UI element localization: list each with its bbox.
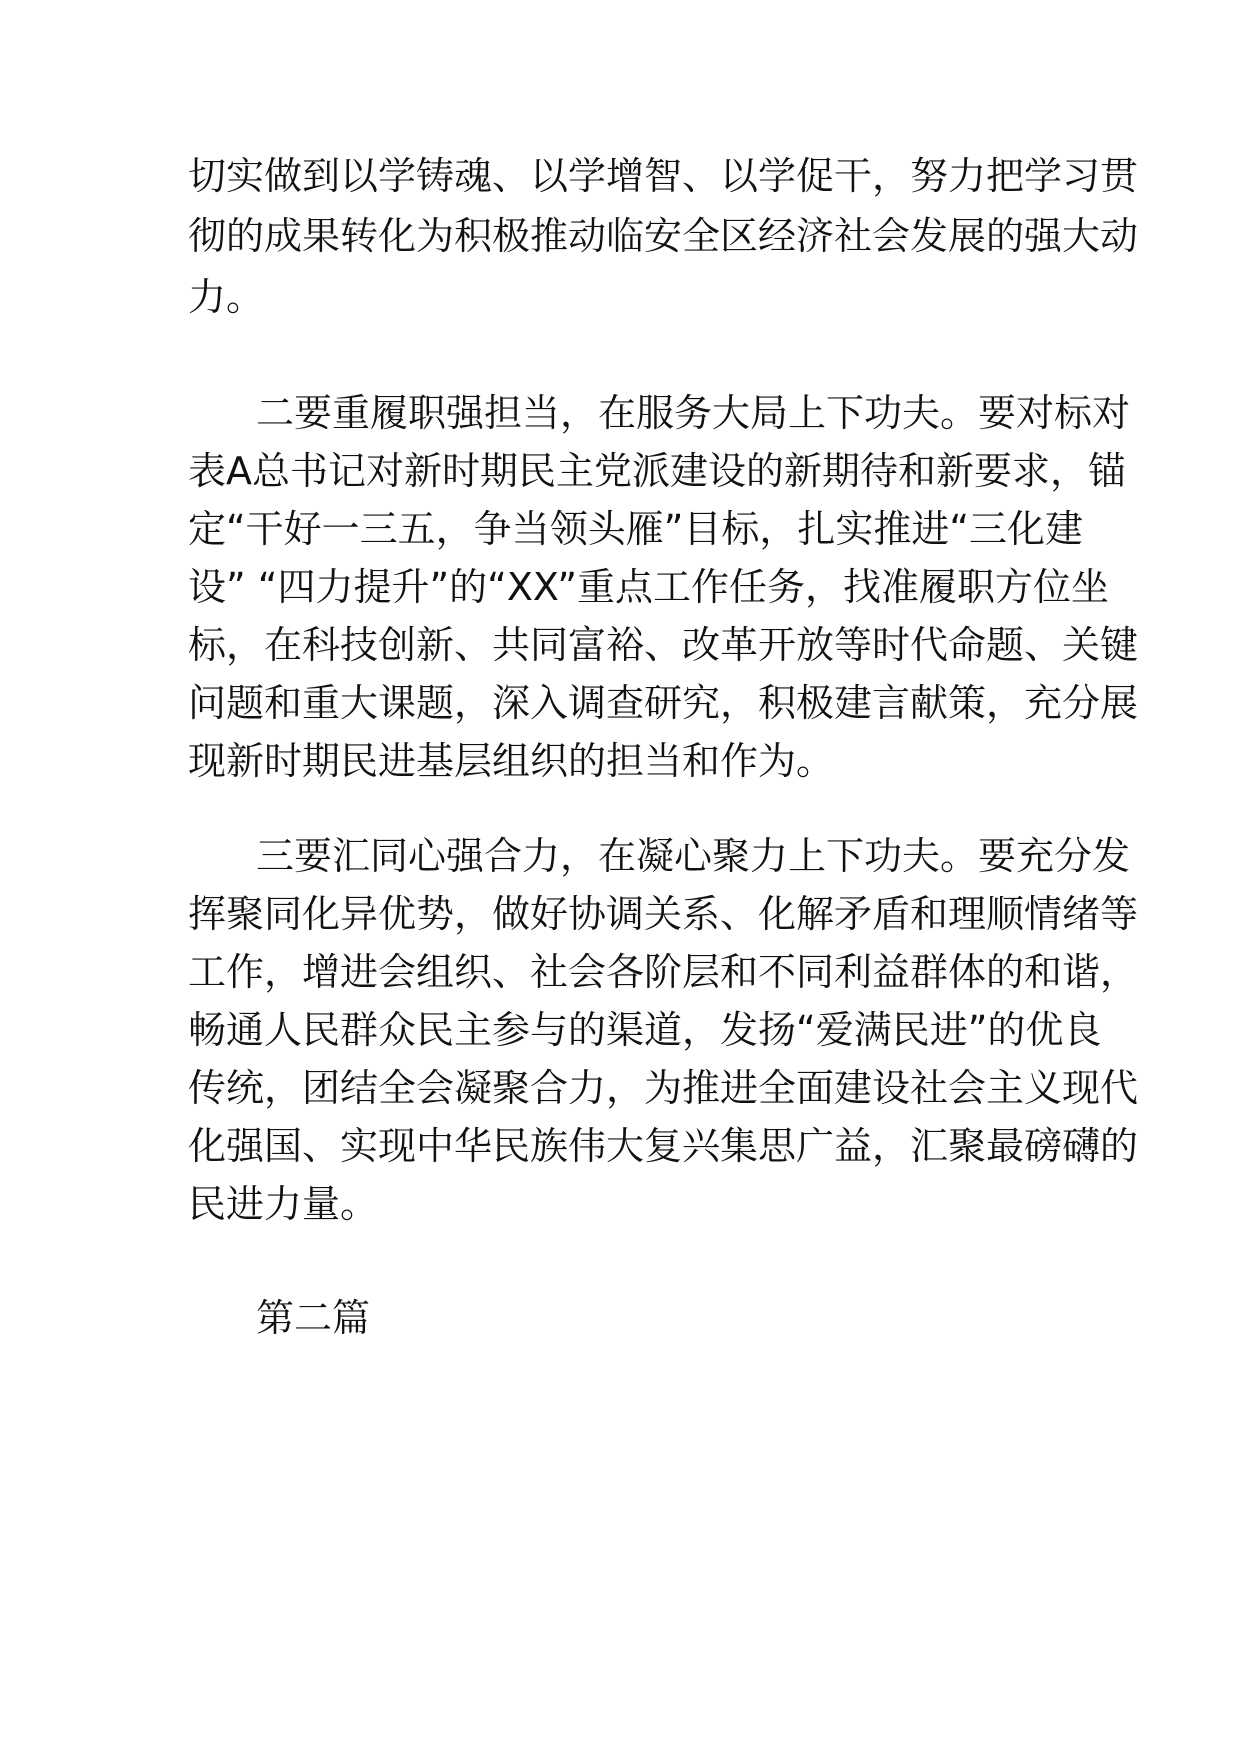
paragraph-line: 民进力量。 — [188, 1182, 379, 1226]
paragraph-line: 挥聚同化异优势，做好协调关系、化解矛盾和理顺情绪等 — [188, 892, 1139, 936]
paragraph-line: 切实做到以学铸魂、以学增智、以学促干，努力把学习贯 — [188, 154, 1139, 198]
paragraph-line: 彻的成果转化为积极推动临安全区经济社会发展的强大动 — [188, 214, 1139, 258]
paragraph-line: 问题和重大课题，深入调查研究，积极建言献策，充分展 — [188, 681, 1139, 725]
paragraph-line: 设” “四力提升”的“XX”重点工作任务，找准履职方位坐 — [188, 565, 1110, 609]
paragraph-line: 化强国、实现中华民族伟大复兴集思广益，汇聚最磅礴的 — [188, 1124, 1139, 1168]
paragraph-line: 三要汇同心强合力，在凝心聚力上下功夫。要充分发 — [256, 834, 1131, 878]
section-heading-text: 第二篇 — [256, 1296, 371, 1340]
paragraph-line: 标，在科技创新、共同富裕、改革开放等时代命题、关键 — [188, 623, 1139, 667]
paragraph-line: 工作，增进会组织、社会各阶层和不同利益群体的和谐， — [188, 950, 1139, 994]
paragraph-line: 二要重履职强担当，在服务大局上下功夫。要对标对 — [256, 391, 1131, 435]
paragraph-line: 定“干好一三五，争当领头雁”目标，扎实推进“三化建 — [188, 507, 1084, 551]
paragraph-line: 力。 — [188, 275, 265, 319]
paragraph-line: 畅通人民群众民主参与的渠道，发扬“爱满民进”的优良 — [188, 1008, 1102, 1052]
paragraph-line: 表A总书记对新时期民主党派建设的新期待和新要求，锚 — [188, 449, 1126, 493]
paragraph-line: 现新时期民进基层组织的担当和作为。 — [188, 739, 835, 783]
paragraph-line: 传统，团结全会凝聚合力，为推进全面建设社会主义现代 — [188, 1066, 1139, 1110]
